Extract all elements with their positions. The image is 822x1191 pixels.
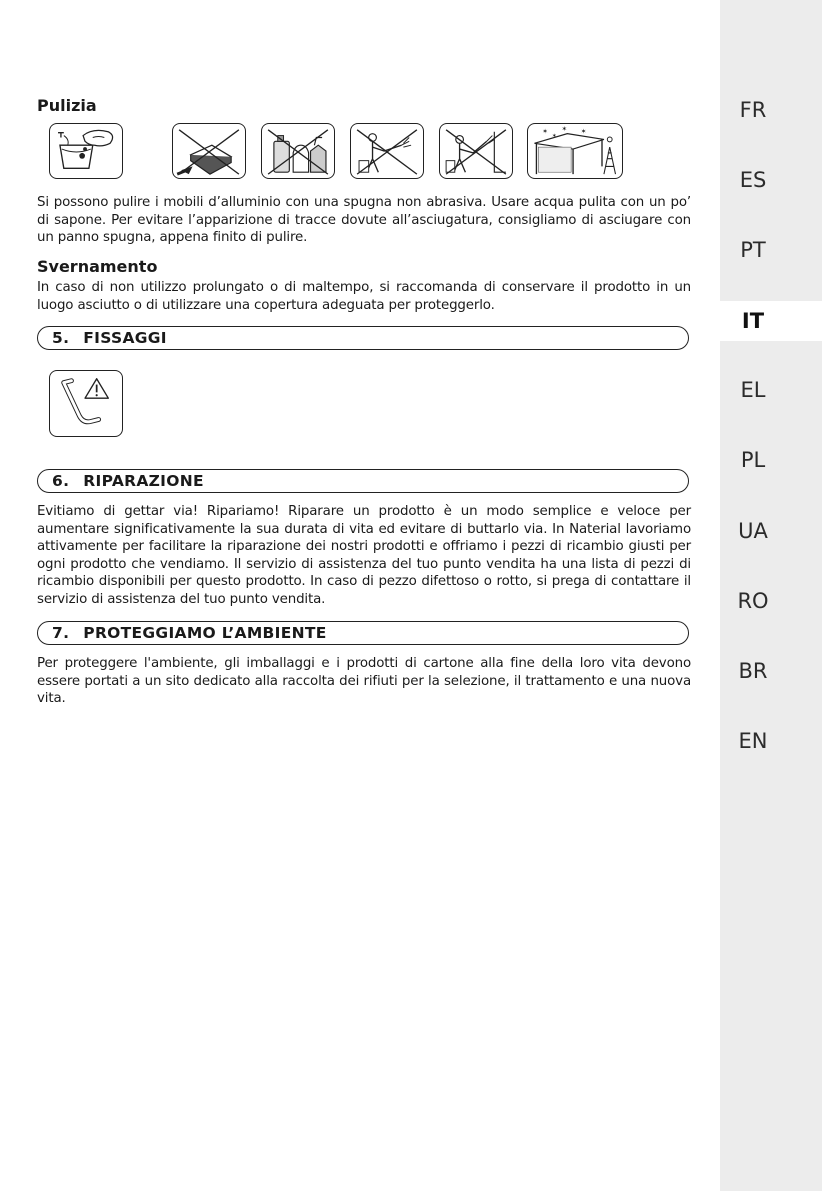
lang-tab-it-label: IT [741, 309, 765, 333]
repair-text: Evitiamo di gettar via! Ripariamo! Riparare un prodotto è un modo semplice e veloce per aumentare significativamente la sua durata di vita ed evitare di buttarlo via. In Naterial lavoriamo attivamente per facilitare la riparazione dei nostri prodotti e offriamo i pezzi di ricambio giusti per ogni prodotto che vendiamo. Il servizio di assistenza del tuo punto vendita ha una lista di pezzi di ricambio disponibili per questo prodotto. In caso di pezzo difettoso o rotto, si prega di contattare il servizio di assistenza del tuo punto vendita. [37, 504, 691, 607]
svg-text:✶: ✶ [542, 127, 548, 136]
no-pressure-washer-icon [350, 123, 424, 179]
cleaning-text: Si possono pulire i mobili d’alluminio con una spugna non abrasiva. Usare acqua pulita con un po’ di sapone. Per evitare l’apparizione di tracce dovute all’asciugatura, consigliamo di asciugare con un panno spugna, appena finito di pulire. [37, 195, 691, 245]
wintering-text: In caso di non utilizzo prolungato o di maltempo, si raccomanda di conservare il prodotto in un luogo asciutto o di utilizzare una copertura adeguata per proteggerlo. [37, 280, 691, 313]
svg-text:✶: ✶ [561, 124, 568, 133]
section-5-title: FISSAGGI [83, 329, 167, 347]
lang-tab-ua[interactable]: UA [738, 519, 768, 543]
lang-tab-it[interactable] [720, 301, 822, 341]
lang-tab-es[interactable]: ES [739, 168, 767, 192]
section-7-title: PROTEGGIAMO L’AMBIENTE [83, 624, 327, 642]
lang-tab-br[interactable]: BR [738, 659, 768, 683]
lang-tab-pl[interactable]: PL [740, 448, 766, 472]
section-6-header [37, 469, 689, 493]
section-6-title: RIPARAZIONE [83, 472, 204, 490]
no-abrasive-sponge-icon [172, 123, 246, 179]
svg-text:✶: ✶ [580, 127, 587, 136]
section-6-number: 6. [52, 472, 70, 490]
lang-tab-fr[interactable]: FR [739, 98, 767, 122]
section-7-number: 7. [52, 624, 70, 642]
detergent-bottles-icon [261, 123, 335, 179]
pergola-icon [527, 123, 623, 179]
bucket-hands-icon [49, 123, 123, 179]
language-sidebar [720, 0, 822, 1191]
lang-tab-pt[interactable]: PT [740, 238, 766, 262]
allen-key-warning-icon [49, 370, 123, 437]
lang-tab-ro[interactable]: RO [737, 589, 769, 613]
svg-text:✶: ✶ [551, 133, 557, 140]
section-5-number: 5. [52, 329, 70, 347]
cleaning-heading: Pulizia [37, 96, 97, 115]
lang-tab-en[interactable]: EN [738, 729, 768, 753]
section-7-header [37, 621, 689, 645]
no-pressure-washer-icon-2 [439, 123, 513, 179]
wintering-heading: Svernamento [37, 257, 158, 276]
environment-text: Per proteggere l'ambiente, gli imballaggi e i prodotti di cartone alla fine della loro vita devono essere portati a un sito dedicato alla raccolta dei rifiuti per la selezione, il trattamento e una nuova vita. [37, 656, 691, 706]
section-5-header [37, 326, 689, 350]
lang-tab-el[interactable]: EL [740, 378, 766, 402]
